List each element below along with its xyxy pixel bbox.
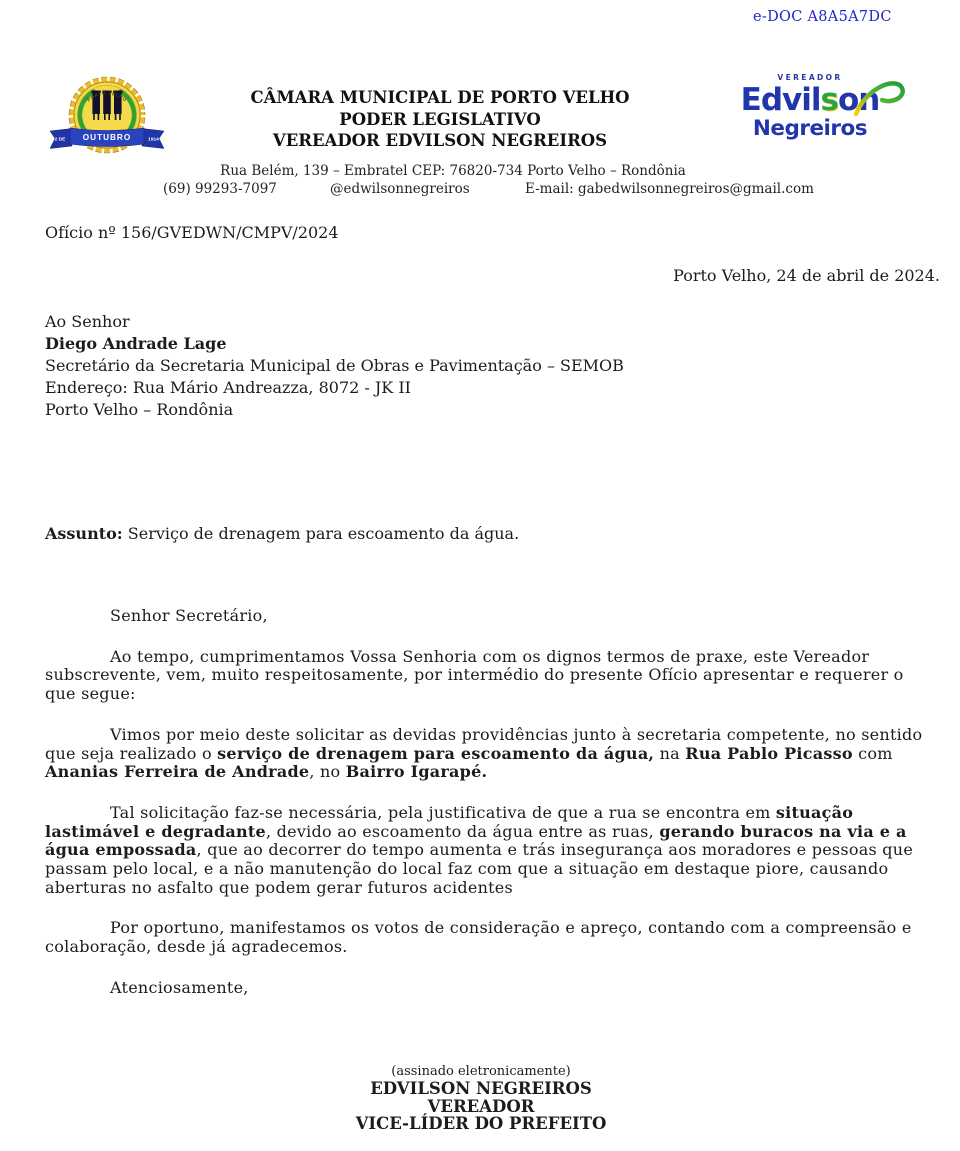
letter-body xyxy=(45,607,938,998)
body-paragraph: Tal solicitação faz-se necessária, pela justificativa de que a rua se encontra em situação lastimável e degradante, devido ao escoamento da água entre as ruas, gerando buracos na via e a água empossada, que ao decorrer do tempo aumenta e trás insegurança aos moradores e pessoas que passam pelo local, e a não manutenção do local faz com que a situação em destaque piore, causando aberturas no asfalto que podem gerar futuros acidentes xyxy=(45,802,914,897)
org-name: CÂMARA MUNICIPAL DE PORTO VELHO xyxy=(250,88,630,107)
recipient-block xyxy=(45,311,624,421)
edoc-code: e-DOC A8A5A7DC xyxy=(753,9,892,25)
body-paragraph: Ao tempo, cumprimentamos Vossa Senhoria com os dignos termos de praxe, este Vereador subscrevente, vem, muito respeitosamente, por intermédio do presente Ofício apresentar e requerer o que segue: xyxy=(45,646,904,704)
subject-label: Assunto: xyxy=(45,524,123,543)
recipient-name: Diego Andrade Lage xyxy=(45,334,227,353)
recipient-city: Porto Velho – Rondônia xyxy=(45,400,234,419)
recipient-role: Secretário da Secretaria Municipal de Obras e Pavimentação – SEMOB xyxy=(45,356,624,375)
subject-text: Serviço de drenagem para escoamento da água. xyxy=(122,524,520,543)
date-line: Porto Velho, 24 de abril de 2024. xyxy=(673,266,940,285)
org-author: VEREADOR EDVILSON NEGREIROS xyxy=(272,131,608,150)
logo-swoosh-icon xyxy=(852,74,908,118)
vereador-logo xyxy=(710,73,910,141)
letterhead-email: E-mail: gabedwilsonnegreiros@gmail.com xyxy=(525,181,814,197)
signature-title: VEREADOR xyxy=(427,1096,535,1116)
letterhead-address: Rua Belém, 139 – Embratel CEP: 76820-734 Porto Velho – Rondônia xyxy=(220,163,686,179)
oficio-number: Ofício nº 156/GVEDWN/CMPV/2024 xyxy=(45,223,339,242)
logo-stylized-s: s xyxy=(820,82,838,118)
greeting-line: Senhor Secretário, xyxy=(110,606,268,625)
seal-top-text: PORTO VELHO xyxy=(86,90,128,103)
body-paragraph: Vimos por meio deste solicitar as devidas providências junto à secretaria competente, no sentido que seja realizado o serviço de drenagem para escoamento da água, na Rua Pablo Picasso com Ananias Ferreira de Andrade, no Bairro Igarapé. xyxy=(45,724,923,782)
signature-name: EDVILSON NEGREIROS xyxy=(370,1079,592,1098)
logo-eyebrow-text: VEREADOR xyxy=(777,73,843,82)
recipient-address: Endereço: Rua Mário Andreazza, 8072 - JK II xyxy=(45,378,411,397)
logo-name-start: Edvil xyxy=(740,82,821,118)
recipient-salutation: Ao Senhor xyxy=(45,312,130,331)
letterhead-phone: (69) 99293-7097 xyxy=(163,181,277,197)
logo-name-end: on xyxy=(837,82,880,118)
ribbon-right-text: 1914 xyxy=(148,137,159,143)
signature-role: VICE-LÍDER DO PREFEITO xyxy=(355,1114,607,1133)
subject-line xyxy=(45,524,519,543)
logo-first-name xyxy=(710,83,910,117)
letterhead-social-handle: @edwilsonnegreiros xyxy=(330,181,470,197)
ribbon-banner-text: OUTUBRO xyxy=(82,133,132,142)
closing-line: Atenciosamente, xyxy=(110,977,249,997)
org-branch: PODER LEGISLATIVO xyxy=(339,109,541,129)
body-paragraph: Por oportuno, manifestamos os votos de consideração e apreço, contando com a compreensão e colaboração, desde já agradecemos. xyxy=(45,918,912,957)
signature-block xyxy=(0,1064,960,1133)
signature-note: (assinado eletronicamente) xyxy=(391,1064,571,1079)
logo-surname: Negreiros xyxy=(752,116,868,141)
ribbon-left-text: 2 DE xyxy=(54,137,66,143)
